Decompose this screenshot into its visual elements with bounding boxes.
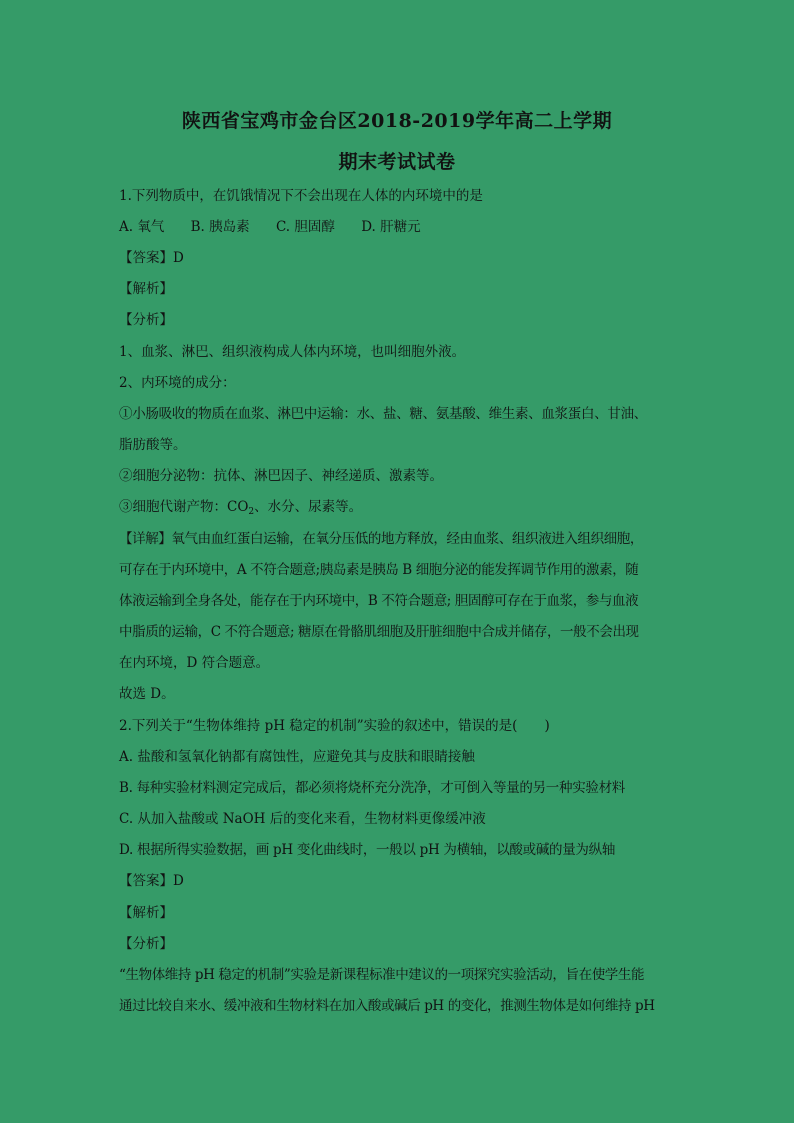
question-1-option-a: A. 氧气 [119, 219, 165, 235]
question-1-fenxi-5 [119, 497, 679, 522]
question-1-conclusion: 故选 D。 [119, 686, 175, 702]
question-2-analysis-heading: 【解析】 [119, 905, 173, 921]
fenxi-5-suffix: 、水分、尿素等。 [254, 499, 363, 515]
question-1-fenxi-1: 1、血浆、淋巴、组织液构成人体内环境，也叫细胞外液。 [119, 344, 466, 360]
question-1-answer: 【答案】D [119, 250, 184, 266]
question-1-detail-5: 在内环境，D 符合题意。 [119, 655, 270, 671]
question-1-detail-2: 可存在于内环境中，A 不符合题意;胰岛素是胰岛 B 细胞分泌的能发挥调节作用的激素，随 [119, 562, 639, 578]
co2-subscript: 2 [248, 507, 255, 517]
document-title-line1: 陕西省宝鸡市金台区2018-2019学年高二上学期 [181, 110, 613, 132]
question-1-options [119, 217, 679, 237]
question-1-stem: 1.下列物质中，在饥饿情况下不会出现在人体的内环境中的是 [119, 188, 483, 204]
question-2-stem: 2.下列关于“生物体维持 pH 稳定的机制”实验的叙述中，错误的是( ) [119, 718, 550, 734]
question-1-detail-3: 体液运输到全身各处，能存在于内环境中，B 不符合题意; 胆固醇可存在于血浆，参与血液 [119, 593, 639, 609]
question-1-fenxi-heading: 【分析】 [119, 312, 173, 328]
fenxi-5-prefix: ③细胞代谢产物：CO [119, 499, 249, 515]
question-2-fenxi-1: “生物体维持 pH 稳定的机制”实验是新课程标准中建议的一项探究实验活动，旨在使学生能 [119, 967, 645, 983]
question-1-option-c: C. 胆固醇 [275, 219, 335, 235]
question-1-fenxi-4: ②细胞分泌物：抗体、淋巴因子、神经递质、激素等。 [119, 468, 443, 484]
question-2-option-c: C. 从加入盐酸或 NaOH 后的变化来看，生物材料更像缓冲液 [119, 811, 486, 827]
document-title-line2: 期末考试试卷 [338, 151, 456, 173]
question-1-analysis-heading: 【解析】 [119, 281, 173, 297]
question-1-option-d: D. 肝糖元 [361, 219, 421, 235]
question-1-fenxi-2: 2、内环境的成分： [119, 375, 236, 391]
question-2-option-a: A. 盐酸和氢氧化钠都有腐蚀性，应避免其与皮肤和眼睛接触 [119, 749, 475, 765]
question-2-option-b: B. 每种实验材料测定完成后，都必须将烧杯充分洗净，才可倒入等量的另一种实验材料 [119, 780, 626, 796]
question-1-detail-1: 【详解】氧气由血红蛋白运输，在氧分压低的地方释放，经由血浆、组织液进入组织细胞， [119, 531, 643, 547]
question-1-fenxi-3b: 脂肪酸等。 [119, 437, 187, 453]
question-2-option-d: D. 根据所得实验数据，画 pH 变化曲线时，一般以 pH 为横轴，以酸或碱的量为纵轴 [119, 842, 616, 858]
question-1-fenxi-3a: ①小肠吸收的物质在血浆、淋巴中运输：水、盐、糖、氨基酸、维生素、血浆蛋白、甘油、 [119, 406, 647, 422]
question-1-detail-4: 中脂质的运输，C 不符合题意; 糖原在骨骼肌细胞及肝脏细胞中合成并储存，一般不会出现 [119, 624, 639, 640]
question-2-fenxi-heading: 【分析】 [119, 936, 173, 952]
question-2-answer: 【答案】D [119, 873, 184, 889]
question-1-option-b: B. 胰岛素 [190, 219, 250, 235]
question-2-fenxi-2: 通过比较自来水、缓冲液和生物材料在加入酸或碱后 pH 的变化，推测生物体是如何维持 pH [119, 998, 655, 1014]
